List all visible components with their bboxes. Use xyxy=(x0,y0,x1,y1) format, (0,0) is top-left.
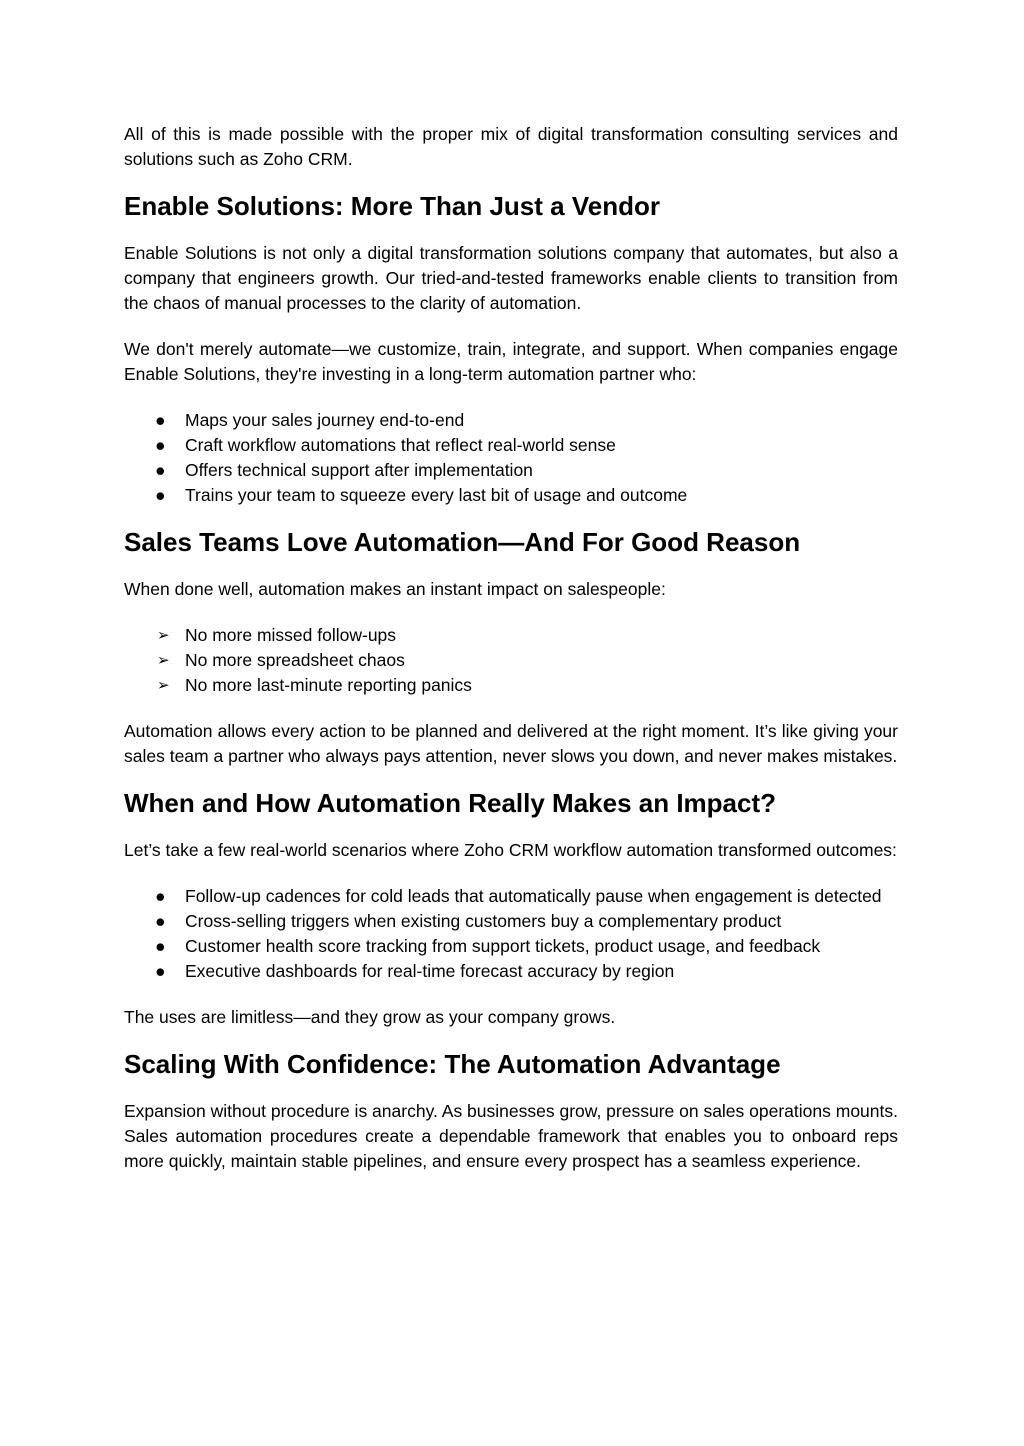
bullet-list xyxy=(124,884,898,984)
list-item xyxy=(124,433,898,458)
bullet-icon: ● xyxy=(155,936,166,956)
bullet-icon: ● xyxy=(155,460,166,480)
list-item xyxy=(124,483,898,508)
body-paragraph: Expansion without procedure is anarchy. As businesses grow, pressure on sales operations mounts. Sales automation procedures create a dependable framework that enables you to onboard reps more quickly, maintain stable pipelines, and ensure every prospect has a seamless experience. xyxy=(124,1101,898,1171)
list-item xyxy=(124,884,898,909)
list-item xyxy=(124,458,898,483)
list-item-text: Cross-selling triggers when existing customers buy a complementary product xyxy=(185,911,782,931)
bullet-icon: ● xyxy=(155,435,166,455)
intro-paragraph: All of this is made possible with the proper mix of digital transformation consulting services and solutions such as Zoho CRM. xyxy=(124,124,898,169)
bullet-icon: ● xyxy=(155,961,166,981)
list-item-text: No more last-minute reporting panics xyxy=(185,675,472,695)
list-item xyxy=(124,909,898,934)
arrow-icon: ➢ xyxy=(157,677,170,694)
body-paragraph: Enable Solutions is not only a digital transformation solutions company that automates, but also a company that engineers growth. Our tried-and-tested frameworks enable clients to transition from the chaos of manual processes to the clarity of automation. xyxy=(124,243,898,313)
body-paragraph: When done well, automation makes an instant impact on salespeople: xyxy=(124,579,666,599)
list-item-text: Maps your sales journey end-to-end xyxy=(185,410,465,430)
list-item-text: Craft workflow automations that reflect real-world sense xyxy=(185,435,616,455)
arrow-icon: ➢ xyxy=(157,652,170,669)
section-heading: Scaling With Confidence: The Automation Advantage xyxy=(124,1049,781,1079)
list-item-text: No more spreadsheet chaos xyxy=(185,650,405,670)
arrow-icon: ➢ xyxy=(157,627,170,644)
list-item-text: Trains your team to squeeze every last bit of usage and outcome xyxy=(185,485,688,505)
list-item xyxy=(124,934,898,959)
list-item xyxy=(124,648,898,673)
bullet-icon: ● xyxy=(155,886,166,906)
list-item xyxy=(124,408,898,433)
list-item-text: No more missed follow-ups xyxy=(185,625,397,645)
list-item xyxy=(124,959,898,984)
body-paragraph: We don't merely automate—we customize, train, integrate, and support. When companies engage Enable Solutions, they're investing in a long-term automation partner who: xyxy=(124,339,898,384)
bullet-icon: ● xyxy=(155,410,166,430)
list-item xyxy=(124,673,898,698)
bullet-icon: ● xyxy=(155,911,166,931)
arrow-list xyxy=(124,623,898,698)
list-item-text: Follow-up cadences for cold leads that automatically pause when engagement is detected xyxy=(185,886,882,906)
list-item-text: Customer health score tracking from support tickets, product usage, and feedback xyxy=(185,936,821,956)
bullet-list xyxy=(124,408,898,508)
body-paragraph: Let’s take a few real-world scenarios where Zoho CRM workflow automation transformed outcomes: xyxy=(124,840,897,860)
list-item xyxy=(124,623,898,648)
body-paragraph: Automation allows every action to be planned and delivered at the right moment. It’s like giving your sales team a partner who always pays attention, never slows you down, and never makes mistakes. xyxy=(124,721,898,766)
section-heading: When and How Automation Really Makes an Impact? xyxy=(124,788,777,818)
list-item-text: Offers technical support after implementation xyxy=(185,460,533,480)
body-paragraph: The uses are limitless—and they grow as your company grows. xyxy=(124,1007,616,1027)
bullet-icon: ● xyxy=(155,485,166,505)
section-heading: Enable Solutions: More Than Just a Vendor xyxy=(124,191,660,221)
list-item-text: Executive dashboards for real-time forecast accuracy by region xyxy=(185,961,675,981)
section-heading: Sales Teams Love Automation—And For Good Reason xyxy=(124,527,801,557)
